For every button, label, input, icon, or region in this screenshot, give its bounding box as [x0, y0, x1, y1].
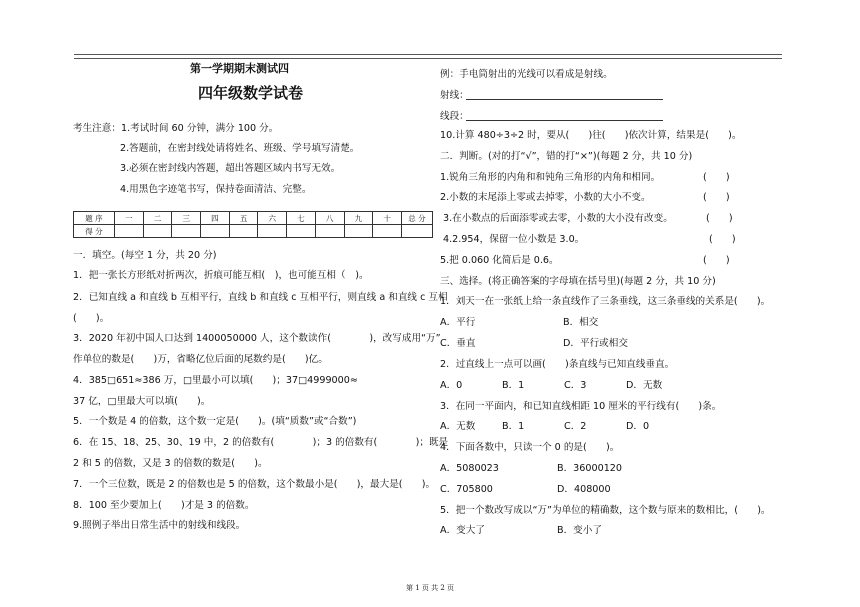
question-4-cont: 37 亿，□里最大可以填( )。	[73, 396, 211, 407]
score-cell: 五	[229, 212, 258, 225]
choice-4-a: A．5080023	[440, 463, 499, 474]
score-table	[73, 211, 433, 238]
example-text: 例：手电筒射出的光线可以看成是射线。	[440, 69, 613, 80]
judge-2: 2.小数的末尾添上零或去掉零，小数的大小不变。	[440, 192, 651, 203]
score-input[interactable]	[143, 225, 172, 238]
score-cell: 六	[258, 212, 287, 225]
score-cell: 九	[344, 212, 373, 225]
segment-label: 线段：	[440, 111, 469, 122]
question-6: 6．在 15、18、25、30、19 中，2 的倍数有( )；3 的倍数有( )；既是	[73, 437, 449, 448]
section-3-heading: 三、选择。(将正确答案的字母填在括号里)(每题 2 分，共 10 分)	[440, 276, 716, 287]
score-cell: 题 序	[74, 212, 115, 225]
question-6-cont: 2 和 5 的倍数，又是 3 的倍数的数是( )。	[73, 458, 268, 469]
paper-title: 四年级数学试卷	[198, 84, 304, 102]
score-cell: 七	[287, 212, 316, 225]
score-input[interactable]	[229, 225, 258, 238]
choice-1-b: B．相交	[563, 317, 599, 328]
score-cell: 四	[201, 212, 230, 225]
judge-2-paren[interactable]: ( )	[703, 192, 730, 203]
note-3: 3.必须在密封线内答题，超出答题区域内书写无效。	[120, 163, 341, 174]
choice-1-c: C．垂直	[440, 338, 476, 349]
note-1: 考生注意：1.考试时间 60 分钟，满分 100 分。	[73, 123, 279, 134]
judge-3: 3.在小数点的后面添零或去零，小数的大小没有改变。	[443, 213, 673, 224]
score-value-row	[74, 225, 433, 238]
choice-4-c: C．705800	[440, 484, 493, 495]
choice-1-d: D．平行或相交	[563, 338, 628, 349]
exam-title: 第一学期期末测试四	[190, 62, 289, 75]
score-input[interactable]	[344, 225, 373, 238]
judge-4: 4.2.954，保留一位小数是 3.0。	[443, 234, 585, 245]
ray-label: 射线：	[440, 90, 469, 101]
choice-3-b: B．1	[502, 421, 525, 432]
top-rule-inner	[74, 58, 782, 59]
score-input[interactable]	[402, 225, 433, 238]
score-input[interactable]	[172, 225, 201, 238]
question-1: 1．把一张长方形纸对折两次，折痕可能互相( )，也可能互相（ )。	[73, 270, 369, 281]
score-cell: 八	[315, 212, 344, 225]
choice-3-a: A．无数	[440, 421, 476, 432]
score-cell: 得 分	[74, 225, 115, 238]
question-2: 2．已知直线 a 和直线 b 互相平行，直线 b 和直线 c 互相平行，则直线 a 和直线 c 互相	[73, 292, 448, 303]
score-cell: 十	[373, 212, 402, 225]
page-footer: 第 1 页 共 2 页	[405, 584, 455, 592]
section-1-heading: 一．填空。(每空 1 分，共 20 分)	[73, 250, 217, 261]
choice-4-d: D．408000	[557, 484, 611, 495]
choice-3-c: C．2	[564, 421, 587, 432]
judge-1: 1.锐角三角形的内角和和钝角三角形的内角和相同。	[440, 172, 661, 183]
choice-5-b: B．变小了	[557, 525, 602, 536]
choice-4-b: B．36000120	[557, 463, 623, 474]
score-input[interactable]	[201, 225, 230, 238]
score-cell: 总 分	[402, 212, 433, 225]
choice-3-d: D．0	[626, 421, 650, 432]
choice-2: 2．过直线上一点可以画( )条直线与已知直线垂直。	[440, 359, 675, 370]
choice-3: 3．在同一平面内，和已知直线相距 10 厘米的平行线有( )条。	[440, 401, 722, 412]
judge-1-paren[interactable]: ( )	[703, 172, 730, 183]
judge-4-paren[interactable]: ( )	[709, 234, 736, 245]
choice-2-c: C．3	[564, 380, 587, 391]
judge-3-paren[interactable]: ( )	[706, 213, 733, 224]
choice-5-a: A．变大了	[440, 525, 485, 536]
judge-5-paren[interactable]: ( )	[703, 255, 730, 266]
note-4: 4.用黑色字迹笔书写，保持卷面清洁、完整。	[120, 184, 312, 195]
score-input[interactable]	[258, 225, 287, 238]
question-2-cont: ( )。	[73, 313, 110, 324]
choice-4: 4．下面各数中，只读一个 0 的是( )。	[440, 442, 620, 453]
choice-2-d: D．无数	[626, 380, 663, 391]
question-9: 9.照例子举出日常生活中的射线和线段。	[73, 520, 246, 531]
score-cell: 二	[143, 212, 172, 225]
ray-answer-line[interactable]	[466, 99, 663, 100]
choice-5: 5．把一个数改写成以“万”为单位的精确数，这个数与原来的数相比，( )。	[440, 505, 771, 516]
question-3: 3．2020 年初中国人口达到 1400050000 人，这个数读作( )，改写成用“万”	[73, 333, 441, 344]
choice-2-a: A．0	[440, 380, 463, 391]
score-input[interactable]	[373, 225, 402, 238]
question-5: 5．一个数是 4 的倍数，这个数一定是( )。(填“质数”或“合数”)	[73, 416, 357, 427]
score-input[interactable]	[287, 225, 316, 238]
question-3-cont: 作单位的数是( )万，省略亿位后面的尾数约是( )亿。	[73, 354, 328, 365]
question-8: 8．100 至少要加上( )才是 3 的倍数。	[73, 500, 255, 511]
note-2: 2.答题前，在密封线处请将姓名、班级、学号填写清楚。	[120, 143, 360, 154]
choice-2-b: B．1	[502, 380, 525, 391]
question-7: 7．一个三位数，既是 2 的倍数也是 5 的倍数，这个数最小是( )，最大是( )。	[73, 479, 436, 490]
question-10: 10.计算 480÷3÷2 时，要从( )往( )依次计算，结果是( )。	[440, 130, 742, 141]
section-2-heading: 二．判断。(对的打“√”，错的打“×”)(每题 2 分，共 10 分)	[440, 151, 693, 162]
score-input[interactable]	[315, 225, 344, 238]
choice-1-a: A．平行	[440, 317, 476, 328]
score-cell: 三	[172, 212, 201, 225]
segment-answer-line[interactable]	[466, 120, 663, 121]
question-4: 4．385□651≈386 万，□里最小可以填( )；37□4999000≈	[73, 375, 358, 386]
score-header-row	[74, 212, 433, 225]
judge-5: 5.把 0.060 化简后是 0.6。	[440, 255, 559, 266]
top-rule	[74, 54, 782, 55]
score-input[interactable]	[115, 225, 144, 238]
choice-1: 1．刘天一在一张纸上给一条直线作了三条垂线，这三条垂线的关系是( )。	[440, 296, 771, 307]
score-cell: 一	[115, 212, 144, 225]
